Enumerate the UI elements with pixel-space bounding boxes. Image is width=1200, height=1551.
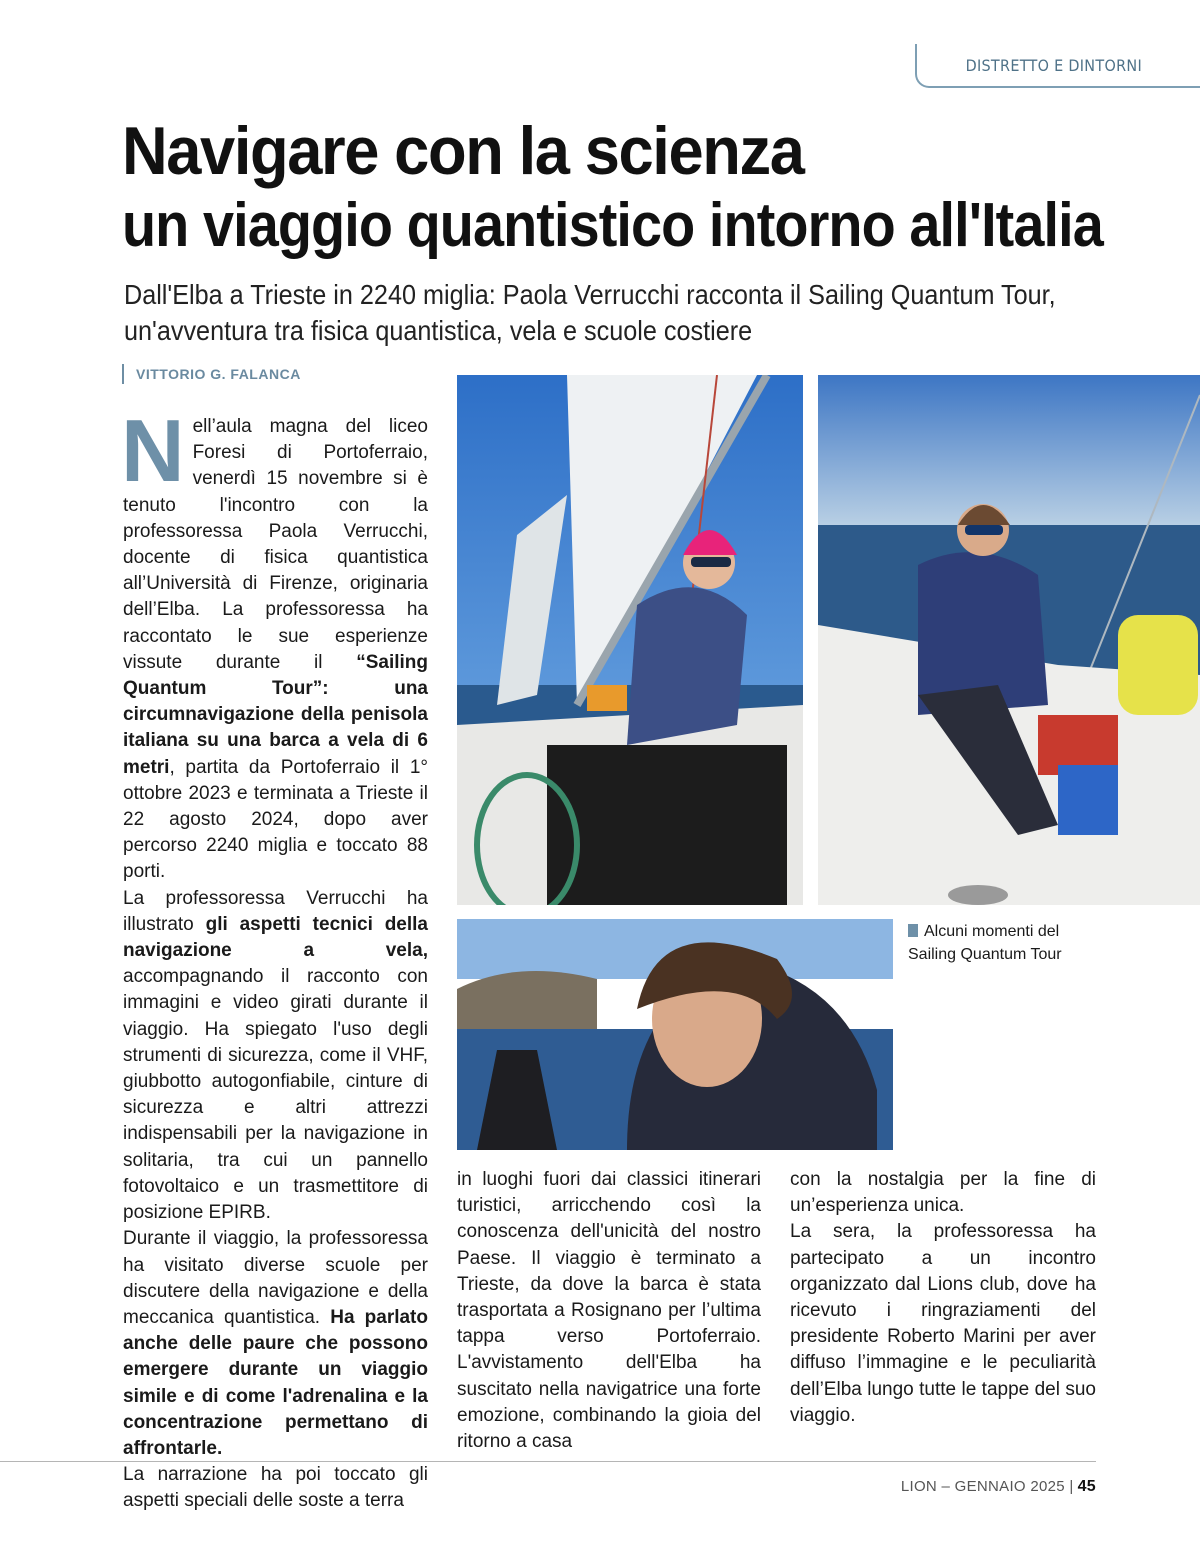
text-column-1: [121, 401, 428, 1515]
text-column-2: [457, 1167, 761, 1455]
paragraph-3-text: Durante il viaggio, la professoressa ha visitato diverse scuole per discutere della navigazione e della meccanica quantistica.: [123, 1228, 428, 1328]
text-column-3: [790, 1167, 1096, 1429]
paragraph-1-text: ell’aula magna del liceo Foresi di Portoferraio, venerdì 15 novembre si è tenuto l'incontro con la professoressa Paola Verrucchi, docente di fisica quantistica all’Università di Firenze, originaria dell’Elba. La professoressa ha raccontato le sue esperienze vissute durante il: [123, 416, 428, 673]
paragraph-7: La sera, la professoressa ha partecipato a un incontro organizzato dal Lions club, dove ha ricevuto i ringraziamenti del presidente Roberto Marini per aver diffuso l’immagine e le peculiarità dell’Elba lungo tutte le tappe del suo viaggio.: [790, 1221, 1096, 1426]
photo-sailor-pink-hat: [457, 375, 803, 905]
paragraph-4: La narrazione ha poi toccato gli aspetti speciali delle soste a terra: [123, 1464, 428, 1512]
caption-marker: [908, 924, 918, 937]
page-number: 45: [1077, 1478, 1096, 1495]
section-label: DISTRETTO E DINTORNI: [965, 56, 1142, 75]
paragraph-6: con la nostalgia per la fine di un’esperienza unica.: [790, 1169, 1096, 1217]
paragraph-2-text-end: accompagnando il racconto con immagini e video girati durante il viaggio. Ha spiegato l'uso degli strumenti di sicurezza, come il VHF, giubbotto autogonfiabile, cinture di sicurezza e altri attrezzi indispensabili per la navigazione in solitaria, tra cui un pannello fotovoltaico e un trasmettitore di posizione EPIRB.: [123, 966, 428, 1224]
footer-issue: LION – GENNAIO 2025 |: [900, 1478, 1074, 1495]
article-subtitle: un viaggio quantistico intorno all'Italia: [122, 191, 1103, 260]
paragraph-1-highlight: “Sailing Quantum Tour”: una circumnavigazione della penisola italiana su una barca a vela di 6 metri: [123, 651, 428, 778]
photo-sailor-selfie: [457, 919, 893, 1150]
paragraph-1: [121, 401, 428, 886]
paragraph-2-highlight: gli aspetti tecnici della navigazione a vela,: [123, 913, 428, 962]
paragraph-2-text: La professoressa Verrucchi ha illustrato: [123, 887, 428, 935]
paragraph-2: [123, 886, 428, 1227]
article-lede: Dall'Elba a Trieste in 2240 miglia: Paola Verrucchi racconta il Sailing Quantum Tour, un'avventura tra fisica quantistica, vela e scuole costiere: [124, 279, 1056, 346]
paragraph-5: in luoghi fuori dai classici itinerari turistici, arricchendo così la conoscenza dell'unicità del nostro Paese. Il viaggio è terminato a Trieste, da dove la barca è stata trasportata a Rosignano per l’ultima tappa verso Portoferraio. L'avvistamento dell'Elba ha suscitato nella navigatrice una forte emozione, combinando la gioia del ritorno a casa: [457, 1169, 761, 1453]
paragraph-3-highlight: Ha parlato anche delle paure che possono emergere durante un viaggio simile e di come l'adrenalina e la concentrazione permettano di affrontarle.: [123, 1306, 428, 1459]
footer-rule: [0, 1461, 1096, 1462]
paragraph-3: [123, 1226, 428, 1462]
drop-cap: N: [121, 401, 185, 500]
photo-caption: [908, 920, 1108, 966]
article-title: Navigare con la scienza: [122, 113, 804, 189]
caption-text: Alcuni momenti del Sailing Quantum Tour: [908, 923, 1062, 963]
paragraph-1-text-end: , partita da Portoferraio il 1° ottobre 2023 e terminata a Trieste il 22 agosto 2024, dopo aver percorso 2240 miglia e toccato 88 porti.: [123, 756, 428, 883]
footer: [901, 1478, 1096, 1496]
photo-sailor-at-helm: [818, 375, 1200, 905]
section-tab: [915, 46, 1200, 88]
byline: VITTORIO G. FALANCA: [122, 364, 301, 384]
